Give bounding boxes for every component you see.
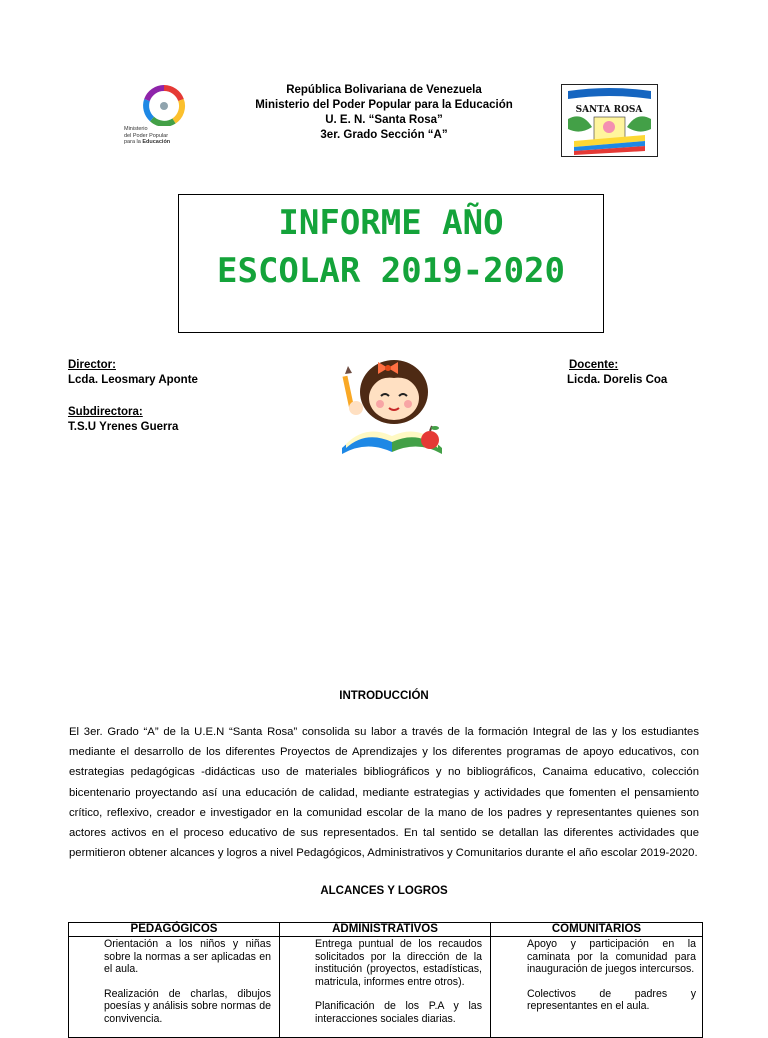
list-item: Planificación de los P.A y las interacciones sociales diarias. <box>315 1000 482 1025</box>
director-label: Director: <box>68 359 116 371</box>
list-item: Entrega puntual de los recaudos solicitados por la dirección de la institución (proyectos, estadísticas, matricula, informes entre otros). <box>315 938 482 988</box>
alcances-table <box>68 922 703 1038</box>
intro-paragraph: El 3er. Grado “A” de la U.E.N “Santa Rosa” consolida su labor a través de la formación Integral de las y los estudiantes mediante el desarrollo de los diferentes Proyectos de Aprendizajes y los diferentes programas de apoyo educativos, con estrategias pedagógicas -didácticas uso de materiales bibliográficos y no bibliográficos, Canaima educativo, colección bicentenario proyectando así una educación de calidad, mediante estrategias y actividades que fomenten el pensamiento crítico, reflexivo, creador e investigador en la comunidad escolar de la mano de los padres y representantes quienes son actores activos en el proceso educativo de sus representados. En tal sentido se detallan las diferentes actividades que permitieron obtener alcances y logros a nivel Pedagógicos, Administrativos y Comunitarios durante el año escolar 2019-2020. <box>69 726 699 860</box>
intro-heading: INTRODUCCIÓN <box>339 690 429 702</box>
alcances-heading: ALCANCES Y LOGROS <box>320 885 448 897</box>
header-republic: República Bolivariana de Venezuela <box>286 84 482 96</box>
report-title-box <box>178 194 604 333</box>
table-header-row <box>69 923 703 937</box>
docente-name: Licda. Dorelis Coa <box>567 374 668 386</box>
administrativos-cell <box>280 937 491 1038</box>
ministerio-logo-icon <box>118 84 198 154</box>
column-header-pedagogicos: PEDAGÓGICOS <box>69 923 280 937</box>
report-title-line2: ESCOLAR 2019-2020 <box>217 251 565 291</box>
subdirector-label: Subdirectora: <box>68 406 143 418</box>
docente-block <box>567 358 667 388</box>
header-school: U. E. N. “Santa Rosa” <box>325 114 443 126</box>
school-crest-icon <box>561 84 658 157</box>
comunitarios-cell <box>491 937 703 1038</box>
header-grade: 3er. Grado Sección “A” <box>320 129 448 141</box>
table-row <box>69 937 703 1038</box>
report-title-line1: INFORME AÑO <box>278 203 504 243</box>
subdirector-block <box>68 405 178 435</box>
docente-label: Docente: <box>569 359 619 371</box>
list-item: Orientación a los niños y niñas sobre la normas a ser aplicadas en el aula. <box>104 938 271 975</box>
list-item: Apoyo y participación en la caminata por la comunidad para inauguración de juegos intercursos. <box>527 938 696 975</box>
list-item: Colectivos de padres y representantes en el aula. <box>527 987 696 1012</box>
column-header-comunitarios: COMUNITARIOS <box>491 923 703 937</box>
header-ministry: Ministerio del Poder Popular para la Educación <box>255 99 513 111</box>
crest-school-name: SANTA ROSA <box>575 105 643 115</box>
director-name: Lcda. Leosmary Aponte <box>68 374 198 386</box>
document-header <box>200 83 568 143</box>
ministerio-logo-text: Ministerio del Poder Popular para la Educación <box>124 126 171 145</box>
column-header-administrativos: ADMINISTRATIVOS <box>280 923 491 937</box>
subdirector-name: T.S.U Yrenes Guerra <box>68 421 179 433</box>
list-item: Realización de charlas, dibujos poesías y análisis sobre normas de convivencia. <box>104 987 271 1025</box>
director-block <box>68 358 198 388</box>
girl-reading-icon <box>336 356 448 456</box>
pedagogicos-cell <box>69 937 280 1038</box>
